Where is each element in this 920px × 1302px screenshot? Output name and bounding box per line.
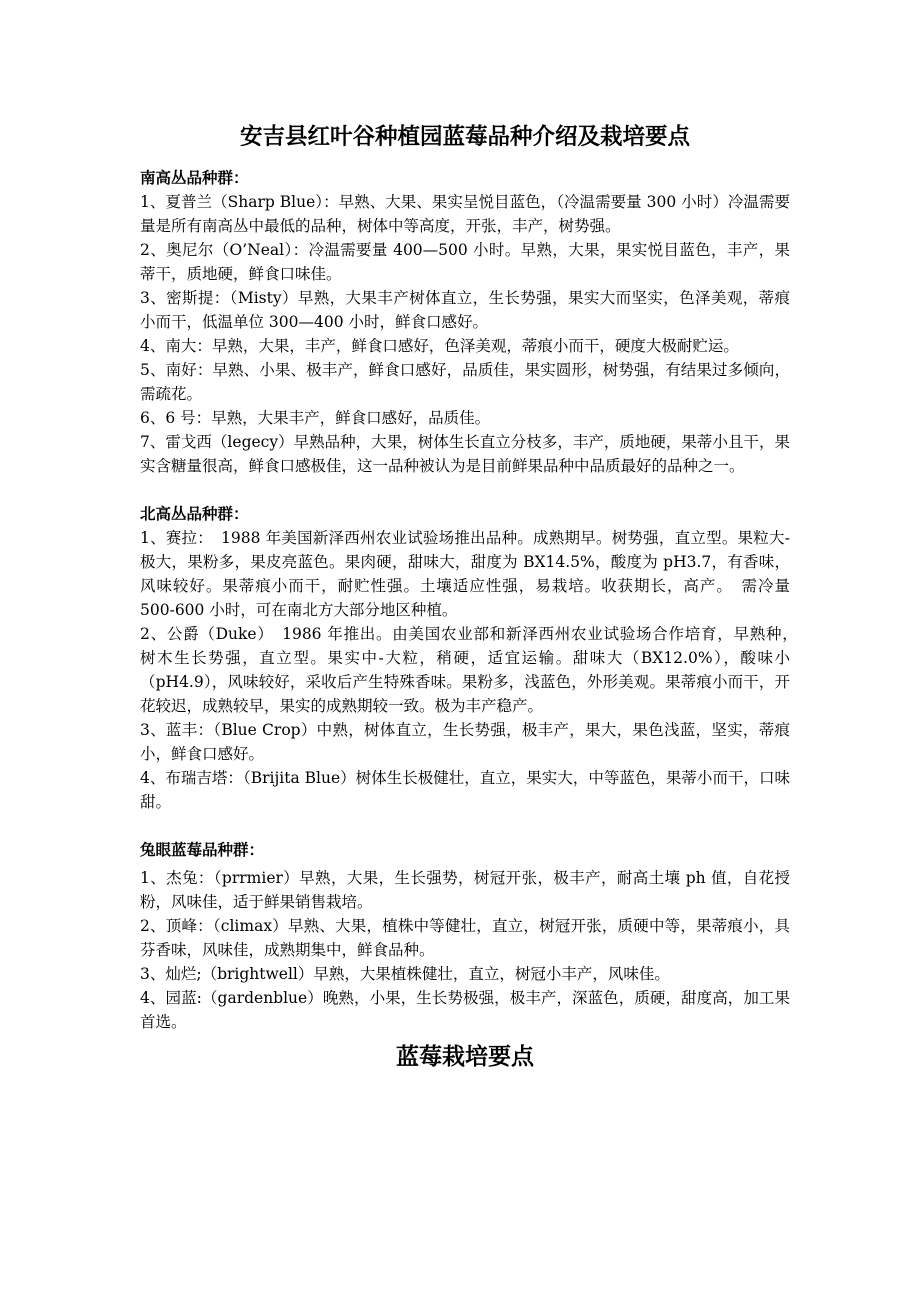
section-rabbiteye	[140, 838, 790, 1034]
variety-item: 3、密斯提：（Misty）早熟，大果丰产树体直立，生长势强，果实大而坚实，色泽美观，蒂痕小而干，低温单位 300—400 小时，鲜食口感好。	[140, 289, 790, 331]
variety-item: 3、灿烂;（brightwell）早熟，大果植株健壮，直立，树冠小丰产，风味佳。	[140, 965, 670, 983]
variety-item: 5、南好：早熟、小果、极丰产，鲜食口感好，品质佳，果实圆形，树势强，有结果过多倾向，需疏花。	[140, 361, 790, 403]
variety-item: 2、公爵（Duke） 1986 年推出。由美国农业部和新泽西州农业试验场合作培育，早熟种， 树木生长势强，直立型。果实中-大粒，稍硬，适宜运输。甜味大（BX12.0%），酸味小（pH4.9），风味较好，采收后产生特殊香味。果粉多，浅蓝色，外形美观。果蒂痕小而干，开花较迟，成熟较早，果实的成熟期较一致。极为丰产稳产。	[140, 625, 806, 715]
section-heading: 北高丛品种群：	[140, 505, 249, 523]
section-heading: 南高丛品种群：	[140, 169, 249, 187]
variety-item: 3、蓝丰：（Blue Crop）中熟，树体直立，生长势强，极丰产，果大，果色浅蓝，坚实，蒂痕小，鲜食口感好。	[140, 721, 790, 763]
variety-item: 1、夏普兰（Sharp Blue）：早熟、大果、果实呈悦目蓝色，（冷温需要量 300 小时）冷温需要量是所有南高丛中最低的品种，树体中等高度，开张，丰产，树势强。	[140, 193, 790, 235]
variety-item: 4、园蓝:（gardenblue）晚熟，小果，生长势极强，极丰产，深蓝色，质硬，甜度高，加工果首选。	[140, 989, 790, 1031]
section-northern-highbush	[140, 502, 806, 814]
cultivation-heading: 蓝莓栽培要点	[396, 1044, 534, 1070]
section-heading: 兔眼蓝莓品种群：	[140, 841, 265, 859]
document-content	[140, 118, 806, 1077]
section-southern-highbush	[140, 166, 790, 478]
variety-item: 1、杰兔：（prrmier）早熟，大果，生长强势，树冠开张，极丰产，耐高土壤 ph 值，自花授粉，风味佳，适于鲜果销售栽培。	[140, 869, 790, 911]
variety-item: 2、顶峰：（climax）早熟、大果，植株中等健壮，直立，树冠开张，质硬中等，果蒂痕小，具芬香味，风味佳，成熟期集中，鲜食品种。	[140, 917, 790, 959]
variety-item: 6、6 号：早熟，大果丰产，鲜食口感好，品质佳。	[140, 409, 491, 427]
document-title: 安吉县红叶谷种植园蓝莓品种介绍及栽培要点	[239, 124, 690, 150]
variety-item: 7、雷戈西（legecy）早熟品种，大果，树体生长直立分枝多，丰产，质地硬，果蒂小且干，果实含糖量很高，鲜食口感极佳，这一品种被认为是目前鲜果品种中品质最好的品种之一。	[140, 433, 790, 475]
variety-item: 1、赛拉： 1988 年美国新泽西州农业试验场推出品种。成熟期早。树势强，直立型。果粒大-极大，果粉多，果皮亮蓝色。果肉硬，甜味大，甜度为 BX14.5%，酸度为 pH3.7，有香味，风味较好。果蒂痕小而干，耐贮性强。土壤适应性强，易栽培。收获期长，高产。 需冷量 500-600 小时，可在南北方大部分地区种植。	[140, 529, 790, 619]
variety-item: 2、奥尼尔（O’Neal）：冷温需要量 400—500 小时。早熟，大果，果实悦目蓝色，丰产，果蒂干，质地硬，鲜食口味佳。	[140, 241, 790, 283]
variety-item: 4、布瑞吉塔：（Brijita Blue）树体生长极健壮，直立，果实大，中等蓝色，果蒂小而干，口味甜。	[140, 769, 790, 811]
variety-item: 4、南大：早熟，大果，丰产，鲜食口感好，色泽美观，蒂痕小而干，硬度大极耐贮运。	[140, 337, 739, 355]
